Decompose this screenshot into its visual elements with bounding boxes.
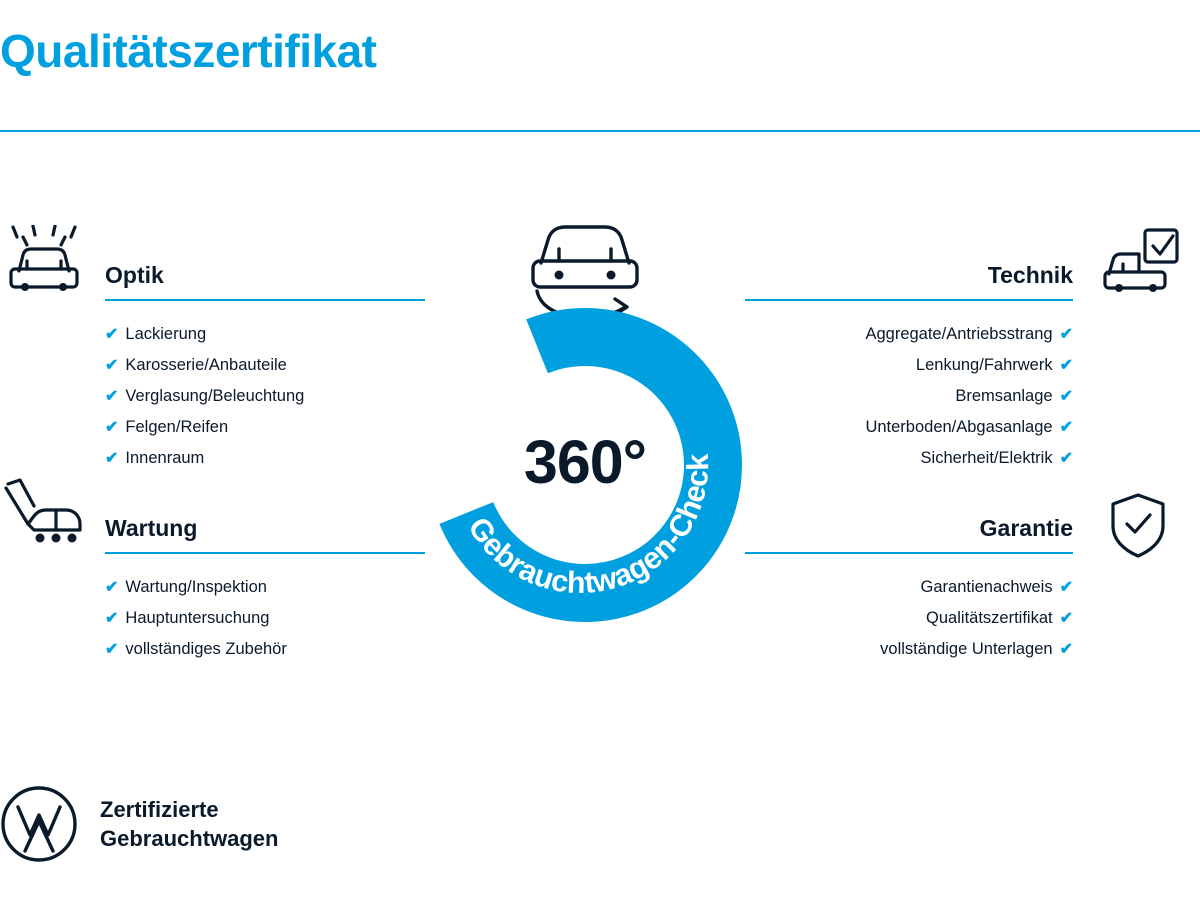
footer-line-2: Gebrauchtwagen [100, 826, 279, 851]
list-item-label: Lackierung [125, 325, 207, 343]
list-item-label: Bremsanlage [955, 387, 1053, 405]
check-icon: ✔ [105, 419, 119, 436]
check-icon: ✔ [1059, 610, 1073, 627]
section-divider [105, 552, 425, 554]
section-divider [745, 299, 1073, 301]
footer-text [100, 795, 278, 853]
section-heading: Garantie [979, 515, 1073, 541]
check-icon: ✔ [105, 388, 119, 405]
list-item [745, 381, 1073, 412]
section-heading: Technik [987, 262, 1073, 288]
check-icon: ✔ [1059, 450, 1073, 467]
list-item-label: vollständige Unterlagen [880, 640, 1053, 658]
shield-check-icon [1108, 492, 1168, 565]
check-icon: ✔ [105, 357, 119, 374]
check-icon: ✔ [105, 610, 119, 627]
list-item [745, 443, 1073, 474]
check-icon: ✔ [1059, 326, 1073, 343]
list-item-label: vollständiges Zubehör [125, 640, 287, 658]
list-item-label: Hauptuntersuchung [125, 609, 270, 627]
list-item [745, 572, 1073, 603]
list-item [105, 443, 425, 474]
page-title: Qualitätszertifikat [0, 25, 377, 77]
footer [0, 785, 278, 863]
badge-arc-label: Gebrauchtwagen-Check [461, 453, 716, 601]
check-icon: ✔ [105, 450, 119, 467]
checklist-wartung [105, 572, 425, 665]
section-optik [105, 262, 425, 474]
list-item-label: Innenraum [125, 449, 205, 467]
list-item [105, 381, 425, 412]
list-item [105, 572, 425, 603]
list-item [745, 634, 1073, 665]
list-item [105, 350, 425, 381]
list-item-label: Aggregate/Antriebsstrang [865, 325, 1053, 343]
list-item [105, 319, 425, 350]
check-icon: ✔ [105, 326, 119, 343]
header-divider [0, 130, 1200, 132]
check-icon: ✔ [1059, 388, 1073, 405]
badge-degrees: 360° [523, 428, 647, 496]
section-wartung [105, 515, 425, 665]
list-item-label: Qualitätszertifikat [926, 609, 1053, 627]
list-item [105, 603, 425, 634]
list-item-label: Garantienachweis [920, 578, 1053, 596]
list-item [745, 319, 1073, 350]
check-icon: ✔ [105, 579, 119, 596]
checklist-garantie [745, 572, 1073, 665]
list-item [745, 603, 1073, 634]
list-item-label: Verglasung/Beleuchtung [125, 387, 305, 405]
check-icon: ✔ [1059, 579, 1073, 596]
list-item-label: Karosserie/Anbauteile [125, 356, 287, 374]
section-divider [105, 299, 425, 301]
list-item [105, 412, 425, 443]
360-check-badge [410, 290, 760, 640]
list-item-label: Felgen/Reifen [125, 418, 229, 436]
list-item-label: Unterboden/Abgasanlage [865, 418, 1053, 436]
car-lift-icon [4, 478, 84, 565]
check-icon: ✔ [1059, 641, 1073, 658]
footer-line-1: Zertifizierte [100, 797, 219, 822]
car-wash-icon [5, 225, 83, 302]
vw-logo [0, 785, 78, 863]
list-item-label: Sicherheit/Elektrik [920, 449, 1053, 467]
check-icon: ✔ [105, 641, 119, 658]
list-item-label: Lenkung/Fahrwerk [915, 356, 1053, 374]
check-icon: ✔ [1059, 357, 1073, 374]
list-item [745, 412, 1073, 443]
section-garantie [745, 515, 1073, 665]
section-heading: Wartung [105, 515, 198, 541]
list-item [745, 350, 1073, 381]
checklist-optik [105, 319, 425, 474]
list-item-label: Wartung/Inspektion [125, 578, 267, 596]
checklist-technik [745, 319, 1073, 474]
section-heading: Optik [105, 262, 164, 288]
check-icon: ✔ [1059, 419, 1073, 436]
list-item [105, 634, 425, 665]
section-technik [745, 262, 1073, 474]
car-inspection-checkbox-icon [1103, 228, 1183, 305]
section-divider [745, 552, 1073, 554]
